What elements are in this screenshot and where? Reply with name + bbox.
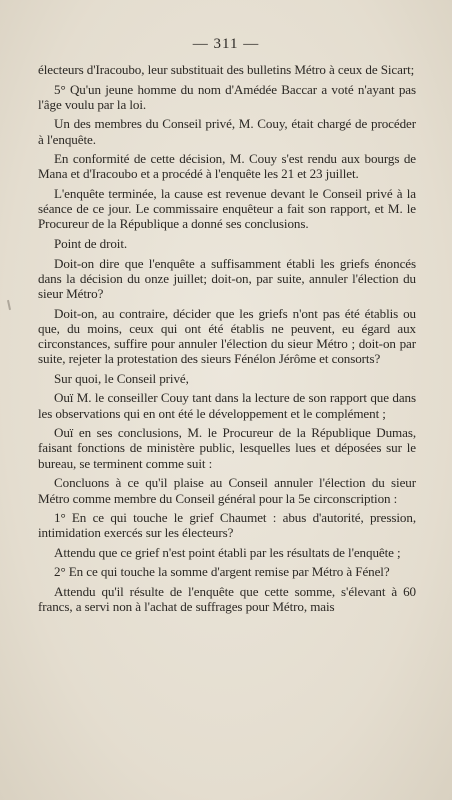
page-number: — 311 — [192, 36, 260, 52]
paragraph: Point de droit. [54, 235, 128, 251]
paragraph: Attendu que ce grief n'est point établi par les résultats de l'enquête ; [54, 544, 401, 560]
paragraph: Concluons à ce qu'il plaise au Conseil annuler l'élection du sieur Métro comme membre du Conseil général pour la 5e circonscription : [38, 475, 416, 506]
paragraph: Un des membres du Conseil privé, M. Couy, était chargé de procéder à l'enquête. [38, 116, 416, 147]
body-text [38, 62, 416, 619]
paragraph: En conformité de cette décision, M. Couy s'est rendu aux bourgs de Mana et d'Iracoubo et a procédé à l'enquête les 21 et 23 juillet. [38, 151, 416, 182]
paragraph: Sur quoi, le Conseil privé, [54, 370, 189, 386]
paragraph: Ouï M. le conseiller Couy tant dans la lecture de son rapport que dans les observations qui en ont été le développement et le complément ; [38, 390, 416, 421]
margin-mark [7, 300, 11, 310]
paragraph: 2° En ce qui touche la somme d'argent remise par Métro à Fénel? [54, 564, 390, 580]
paragraph: 5° Qu'un jeune homme du nom d'Amédée Baccar a voté n'ayant pas l'âge voulu par la loi. [38, 81, 416, 112]
paragraph: Attendu qu'il résulte de l'enquête que cette somme, s'élevant à 60 francs, a servi non à l'achat de suffrages pour Métro, mais [38, 583, 416, 615]
paragraph: L'enquête terminée, la cause est revenue devant le Conseil privé à la séance de ce jour. Le commissaire enquêteur a fait son rapport, et M. le Procureur de la République a donné ses conclusions. [38, 185, 416, 232]
paragraph: Doit-on dire que l'enquête a suffisamment établi les griefs énoncés dans la décision du onze juillet; doit-on, par suite, annuler l'élection du sieur Métro? [38, 255, 416, 302]
paragraph: 1° En ce qui touche le grief Chaumet : abus d'autorité, pression, intimidation exercés sur les électeurs? [38, 510, 416, 541]
paragraph: Ouï en ses conclusions, M. le Procureur de la République Dumas, faisant fonctions de ministère public, lesquelles lues et déposées sur le bureau, se terminent comme suit : [38, 425, 416, 471]
paragraph: électeurs d'Iracoubo, leur substituait des bulletins Métro à ceux de Sicart; [38, 62, 415, 77]
paragraph: Doit-on, au contraire, décider que les griefs n'ont pas été établis ou que, du moins, ceux qui ont été établis ne peuvent, eu égard aux circonstances, suffire pour annuler l'élection du sieur Métro ; doit-on par suite, rejeter la protestation des sieurs Fénélon Jérôme et consorts? [38, 305, 416, 367]
